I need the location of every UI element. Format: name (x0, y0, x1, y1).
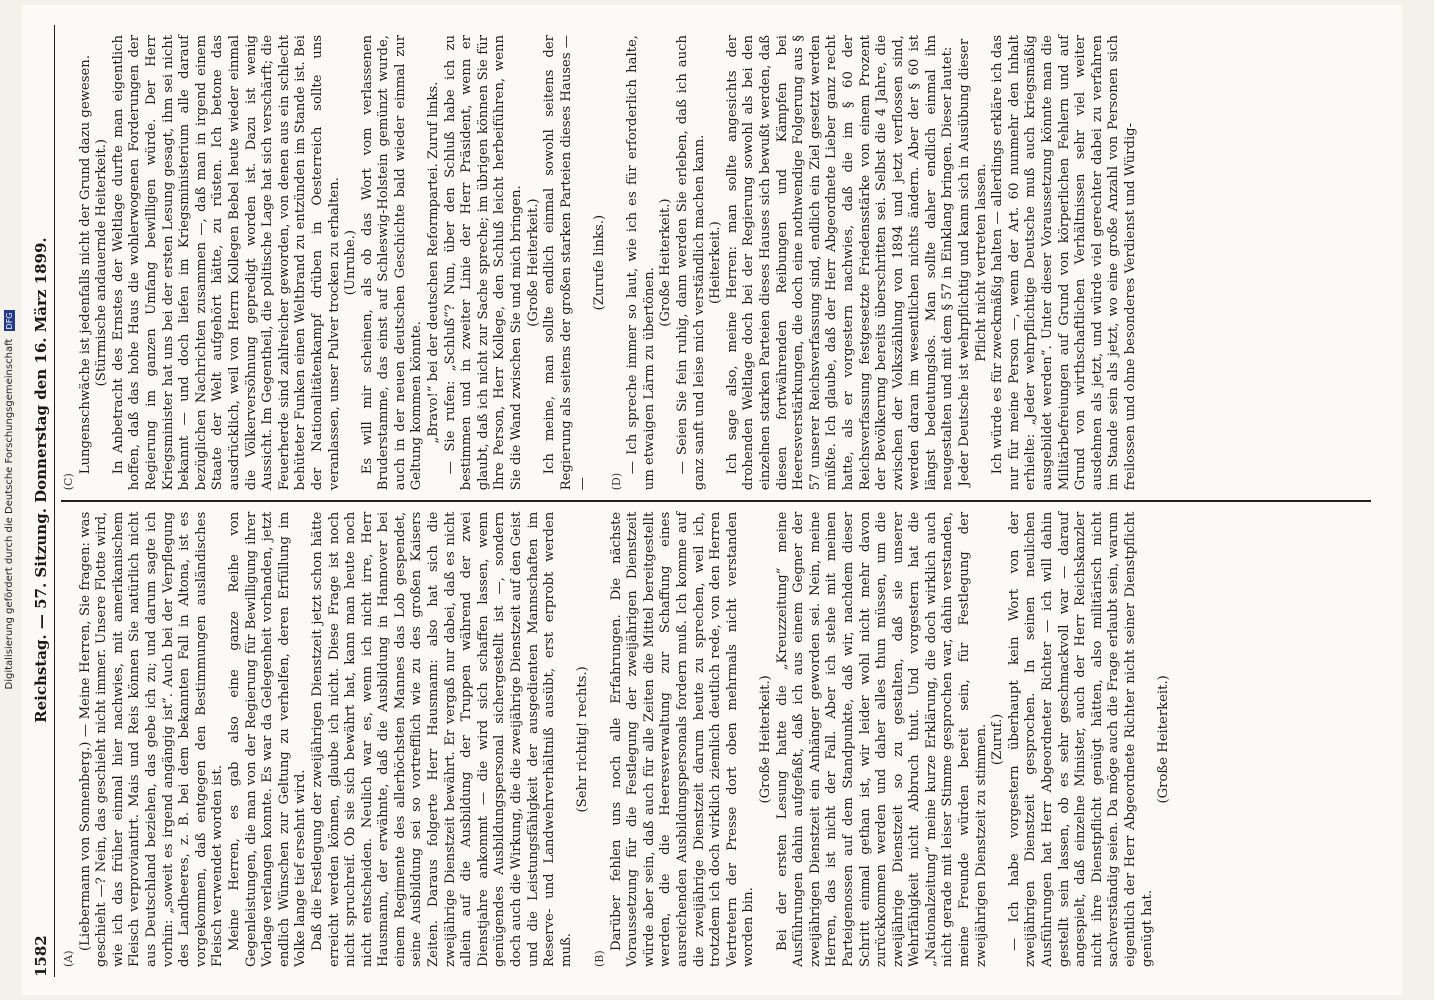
interjection: (Zuruf.) (990, 713, 1006, 766)
interjection: (Heiterkeit.) (708, 221, 724, 304)
paragraph: — Sie rufen: „Schluß“? Nun, über den Schluß habe ich zu bestimmen und in zweiter Linie der Herr Präsident, wenn er glaubt, daß ich nicht zur Sache spreche; im übrigen können Sie für Ihre Person, Herr Kollege, den Schluß leicht herbeiführen, wenn Sie die Wand zwischen Sie und mich bringen. (442, 35, 525, 491)
paragraph: — Seien Sie fein ruhig, dann werden Sie erleben, daß ich auch ganz sanft und leise mich verständlich machen kann. (674, 35, 707, 491)
paragraph: Meine Herren, es gab also eine ganze Reihe von Gegenleistungen, die man von der Regierung für Bewilligung ihrer Vorlage verlangen konnte. Es war da Gelegenheit vorhanden, jetzt endlich Wünschen zur Geltung zu verhelfen, deren Erfüllung im Volke lange tief ersehnt wird. (226, 511, 309, 967)
paragraph: Ich sage also, meine Herren: man sollte angesichts der drohenden Weltlage doch bei der Regierung sowohl als bei den einzelnen starken Parteien dieses Hauses sich bewußt werden, daß diesen fortwährenden Reibungen und Kämpfen bei Heeresverstärkungen, die doch eine nothwendige Folgerung aus § 57 unserer Reichsverfassung sind, endlich ein Ziel gesetzt werden müßte. Ich glaube, daß der Herr Abgeordnete Lieber ganz recht hatte, als er vorgestern nachwies, daß die im § 60 der Reichsverfassung festgesetzte Friedensstärke von einem Prozent der Bevölkerung bereits überschritten sei. Selbst die 4 Jahre, die zwischen der Volkszählung von 1894 und jetzt verflossen sind, werden daran im wesentlichen nichts ändern. Aber der § 60 ist längst bedeutungslos. Man sollte daher endlich einmal ihn neugestalten und mit dem § 57 in Einklang bringen. Dieser lautet: (724, 35, 956, 491)
interjection: (Unruhe.) (343, 230, 359, 296)
paragraph: (Liebermann von Sonnenberg.) — Meine Herren, Sie fragen: was geschieht —? Nein, das geschieht nicht immer. Unsere Flotte wird, wie ich das früher einmal hier nachwies, mit amerikanischem Fleisch verproviantirt. Mais und Reis können Sie natürlich nicht aus Deutschland beziehen, das gebe ich zu; und darum sagte ich vorhin: „soweit es irgend angängig ist“. Auch bei der Verpflegung des Landheeres, z. B. bei dem bekannten Fall in Altona, ist es vorgekommen, daß entgegen den Bestimmungen ausländisches Fleisch verwendet worden ist. (77, 511, 226, 967)
interjection: (Sehr richtig! rechts.) (575, 666, 591, 813)
right-column (61, 25, 1371, 500)
digitization-footer (2, 0, 18, 1000)
footer-text: Digitalisierung gefördert durch die Deutsche Forschungsgemeinschaft (4, 338, 15, 690)
quotation: Jeder Deutsche ist wehrpflichtig und kann sich in Ausübung dieser Pflicht nicht vertreten lassen. (957, 38, 989, 487)
paragraph: In Anbetracht des Ernstes der Weltlage durfte man eigentlich hoffen, daß das hohe Haus die wohlerwogenen Forderungen der Regierung im ganzen Umfang bewilligen würde. Der Herr Kriegsminister hat uns bei der ersten Lesung gesagt, ihm sei nicht bekannt — und doch liefen im Kriegsministerium alle darauf bezüglichen Nachrichten zusammen —, daß man in irgend einem Staate der Welt aufgehört hätte, zu rüsten. Ich betone das ausdrücklich, weil von Herrn Kollegen Bebel heute wieder einmal die Völkerversöhnung gepredigt worden ist. Dazu ist wenig Aussicht. Im Gegentheil, die politische Lage hat sich verschärft; die Feuerherde sind zahlreicher geworden, von denen aus ein schlecht behüteter Funken einen Weltbrand zu entzünden im Stande ist. Bei der Nationalitätenkampf drüben in Oesterreich sollte uns veranlassen, unser Pulver trocken zu erhalten. (110, 35, 342, 491)
interjection: (Stürmische andauernde Heiterkeit.) (94, 138, 110, 387)
paragraph: Darüber fehlen uns noch alle Erfahrungen. Die nächste Voraussetzung für die Festlegung der zweijährigen Dienstzeit würde aber sein, daß auch für alle Zeiten die Mittel bereitgestellt werden, die die Heeresverwaltung zur Schaffung eines ausreichenden Ausbildungspersonals fordern muß. Ich komme auf die zweijährige Dienstzeit darum heute zu sprechen, weil ich, trotzdem ich doch wirklich ziemlich deutlich rede, von den Herren Vertretern der Presse dort oben mehrmals nicht verstanden worden bin. (608, 511, 757, 967)
margin-marker-c: (C) (62, 473, 75, 491)
interjection: (Große Heiterkeit.) (658, 198, 674, 327)
column-divider (61, 500, 1371, 502)
paragraph: Ich meine, man sollte endlich einmal sowohl seitens der Regierung als seitens der großen starken Parteien dieses Hauses — — (542, 35, 591, 491)
interjection: (Große Heiterkeit.) (525, 198, 541, 327)
paragraph: — Ich habe vorgestern überhaupt kein Wort von der zweijährigen Dienstzeit gesprochen. In seinen neulichen Ausführungen hat Herr Abgeordneter Richter — ich will dahin gestellt sein lassen, ob es sehr geschmackvoll war — darauf angespielt, daß einzelne Minister, auch der Herr Reichskanzler nicht ihre Dienstpflicht genügt hätten, also militärisch nicht sachverständig seien. Da möge auch die Frage erlaubt sein, warum eigentlich der Herr Abgeordnete Richter nicht seiner Dienstpflicht genügt hat. (1006, 511, 1155, 967)
text-columns (61, 25, 1371, 977)
paragraph: Lungenschwäche ist jedenfalls nicht der Grund dazu gewesen. (77, 55, 93, 475)
interjection: „Bravo!“ bei der deutschen Reformpartei. Zuruf links. (426, 81, 442, 444)
rotated-page (22, 5, 1402, 995)
margin-marker-a: (A) (62, 950, 75, 967)
interjection: (Große Heiterkeit.) (1156, 675, 1172, 804)
dfg-logo: DFG (5, 312, 14, 330)
margin-marker-d: (D) (609, 472, 623, 491)
page-title: Reichstag. — 57. Sitzung. Donnerstag den 16. März 1899. (32, 237, 50, 723)
interjection: (Zurufe links.) (592, 214, 607, 311)
paragraph: — Ich spreche immer so laut, wie ich es für erforderlich halte, um etwaigen Lärm zu übertönen. (625, 35, 657, 491)
page-number: 1582 (32, 935, 50, 977)
paragraph: Es will mir scheinen, als ob das Wort vom verlassenen Bruderstamme, das einst auf Schleswig-Holstein gemünzt wurde, auch in der neuen deutschen Geschichte bald wieder einmal zur Geltung kommen könnte. (359, 35, 425, 491)
interjection: (Große Heiterkeit.) (757, 675, 773, 804)
margin-marker-b: (B) (593, 950, 606, 967)
paragraph: Bei der ersten Lesung hatte die „Kreuzzeitung“ meine Ausführungen dahin aufgefaßt, daß ich aus einem Gegner der zweijährigen Dienstzeit ein Anhänger geworden sei. Nein, meine Herren, das ist nicht der Fall. Aber ich stehe mit meinen Parteigenossen auf dem Standpunkte, daß wir, nachdem dieser Schritt einmal gethan ist, wir leider wohl nicht mehr davon zurückkommen werden und daher alles thun müssen, um die zweijährige Dienstzeit so zu gestalten, daß sie unserer Wehrfähigkeit nicht Abbruch thut. Und vorgestern hat die „Nationalzeitung“ meine kurze Erklärung, die doch wirklich auch nicht gerade mit leiser Stimme gesprochen war, dahin verstanden, meine Freunde würden bereit sein, für Festlegung der zweijährigen Dienstzeit zu stimmen. (774, 511, 989, 967)
paragraph: Ich würde es für zweckmäßig halten — allerdings erkläre ich das nur für meine Person —, wenn der Art. 60 nunmehr den Inhalt erhielte: „Jeder wehrpflichtige Deutsche muß auch kriegsmäßig ausgebildet werden“. Unter dieser Voraussetzung könnte man die Militärbefreiungen auf Grund von körperlichen Fehlern und auf Grund von wirthschaftlichen Verhältnissen sehr viel weiter ausdehnen als jetzt, und würde viel gerechter dabei zu verfahren im Stande sein als jetzt, wo eine große Anzahl von Personen sich freilossen und ohne besonderes Verdienst und Würdig- (990, 35, 1138, 491)
paragraph: Daß die Festlegung der zweijährigen Dienstzeit jetzt schon hätte erreicht werden können, glaube ich nicht. Diese Frage ist noch nicht spruchreif. Ob sie sich bewährt hat, kann man heute noch nicht entscheiden. Neulich war es, wenn ich nicht irre, Herr Hausmann, der erwähnte, daß die Ausbildung in Hannover bei einem Regimente des allerhöchsten Mannes das Lob gespendet, seine Ausbildung sei so vortrefflich wie zu des großen Kaisers Zeiten. Daraus folgerte Herr Hausmann: also hat sich die zweijährige Dienstzeit bewährt. Er vergaß nur dabei, daß es nicht allein auf die Ausbildung der Truppen während der zwei Dienstjahre ankommt — die wird sich schaffen lassen, wenn genügendes Ausbildungspersonal sichergestellt ist —, sondern doch auch die Wirkung, die die zweijährige Dienstzeit auf den Geist und die Leistungsfähigkeit der ausgedienten Mannschaften im Reserve- und Landwehrverhältniß ausübt, erst erprobt werden muß. (309, 511, 574, 967)
page-header (32, 25, 55, 977)
left-column (61, 502, 1371, 977)
